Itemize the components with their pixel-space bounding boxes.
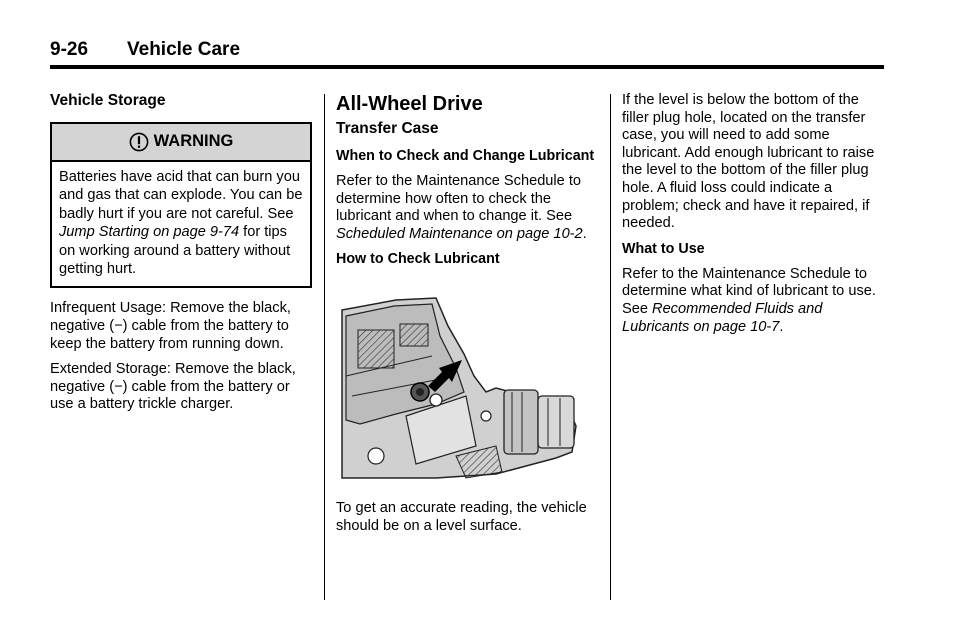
transfer-case-illustration <box>336 296 592 480</box>
figure-caption: To get an accurate reading, the vehicle should be on a level surface. <box>336 499 587 534</box>
fill-level-paragraph: If the level is below the bottom of the filler plug hole, located on the transfer case, you will need to add some lubricant. Add enough lubricant to raise the level to the bottom of the filler plug hole. A fluid loss could indicate a problem; check and have it repaired, if needed. <box>622 92 875 232</box>
section-title: Vehicle Care <box>127 39 241 60</box>
column-divider <box>324 94 325 600</box>
column-1 <box>50 92 312 422</box>
warning-header <box>52 124 310 162</box>
scheduled-maintenance-link[interactable]: Scheduled Maintenance on page 10-2 <box>336 225 583 242</box>
warning-text-part: for tips on working around a battery without getting hurt. <box>59 224 291 278</box>
jump-starting-link[interactable]: Jump Starting on page 9-74 <box>59 224 240 241</box>
paragraph-text: Refer to the Maintenance Schedule to determine how often to check the lubricant and when to change it. See <box>336 173 582 225</box>
all-wheel-drive-title: All-Wheel Drive <box>336 93 483 115</box>
when-to-check-heading: When to Check and Change Lubricant <box>336 148 595 164</box>
warning-text <box>52 162 310 286</box>
extended-storage-paragraph: Extended Storage: Remove the black, negative (−) cable from the battery or use a battery trickle charger. <box>50 361 296 413</box>
when-to-check-paragraph <box>336 173 598 243</box>
column-2 <box>336 92 598 543</box>
what-to-use-paragraph <box>622 266 884 336</box>
paragraph-text: Refer to the Maintenance Schedule to determine what kind of lubricant to use. See <box>622 265 876 317</box>
warning-icon <box>129 132 149 152</box>
warning-box <box>50 122 312 288</box>
what-to-use-heading: What to Use <box>622 240 705 257</box>
paragraph-text: . <box>582 225 587 242</box>
column-divider <box>610 94 611 600</box>
how-to-check-heading: How to Check Lubricant <box>336 251 500 268</box>
warning-text-part: Batteries have acid that can burn you and gas that can explode. You can be badly hurt if you are not careful. See <box>59 169 303 222</box>
recommended-fluids-link[interactable]: Recommended Fluids and Lubricants on page 10-7 <box>622 300 823 335</box>
warning-title: WARNING <box>153 132 234 151</box>
paragraph-text: . <box>779 318 784 335</box>
page-number: 9-26 <box>50 39 89 60</box>
page-header <box>50 38 884 69</box>
infrequent-usage-paragraph: Infrequent Usage: Remove the black, negative (−) cable from the battery to keep the battery from running down. <box>50 300 291 352</box>
column-3 <box>622 92 884 344</box>
vehicle-storage-heading: Vehicle Storage <box>50 92 166 109</box>
transfer-case-heading: Transfer Case <box>336 120 439 137</box>
